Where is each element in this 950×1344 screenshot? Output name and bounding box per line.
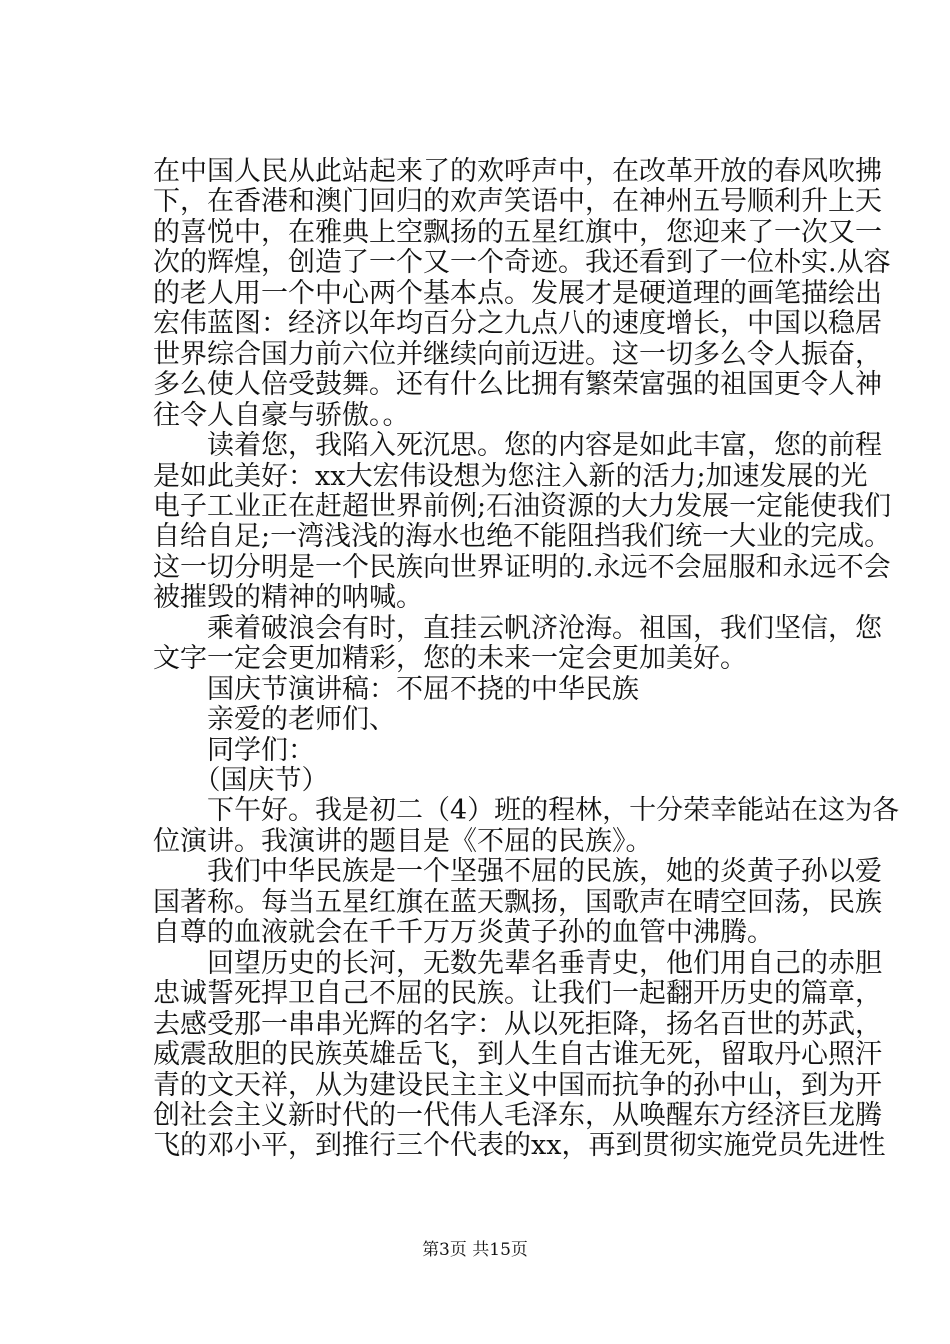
text-line: 忠诚誓死捍卫自己不屈的民族。让我们一起翻开历史的篇章， bbox=[153, 978, 882, 1010]
text-line: 我们中华民族是一个坚强不屈的民族，她的炎黄子孙以爱 bbox=[153, 856, 882, 888]
text-line: 回望历史的长河，无数先辈名垂青史，他们用自己的赤胆 bbox=[153, 947, 882, 979]
text-line: 的老人用一个中心两个基本点。发展才是硬道理的画笔描绘出 bbox=[153, 277, 882, 309]
text-line: 威震敌胆的民族英雄岳飞，到人生自古谁无死，留取丹心照汗 bbox=[153, 1039, 882, 1071]
text-line: 国著称。每当五星红旗在蓝天飘扬，国歌声在晴空回荡，民族 bbox=[153, 886, 882, 918]
text-line: 这一切分明是一个民族向世界证明的.永远不会屈服和永远不会 bbox=[153, 551, 891, 583]
text-line: 宏伟蓝图：经济以年均百分之九点八的速度增长，中国以稳居 bbox=[153, 308, 882, 340]
text-line: 下午好。我是初二（4）班的程林，十分荣幸能站在这为各 bbox=[153, 795, 900, 827]
text-line: 位演讲。我演讲的题目是《不屈的民族》。 bbox=[153, 825, 653, 857]
text-line: 亲爱的老师们、 bbox=[153, 704, 396, 736]
text-line: 多么使人倍受鼓舞。还有什么比拥有繁荣富强的祖国更令人神 bbox=[153, 369, 882, 401]
text-line: 同学们： bbox=[153, 734, 315, 766]
text-line: （国庆节） bbox=[153, 765, 329, 796]
text-line: 被摧毁的精神的呐喊。 bbox=[153, 582, 423, 614]
text-line: 文字一定会更加精彩，您的未来一定会更加美好。 bbox=[153, 643, 747, 675]
text-line: 青的文天祥，从为建设民主主义中国而抗争的孙中山，到为开 bbox=[153, 1069, 882, 1101]
text-line: 飞的邓小平，到推行三个代表的xx，再到贯彻实施党员先进性 bbox=[153, 1130, 886, 1162]
text-line: 次的辉煌，创造了一个又一个奇迹。我还看到了一位朴实.从容 bbox=[153, 247, 891, 279]
text-line: 去感受那一串串光辉的名字：从以死拒降，扬名百世的苏武， bbox=[153, 1008, 882, 1040]
text-line: 世界综合国力前六位并继续向前迈进。这一切多么令人振奋， bbox=[153, 338, 882, 370]
text-line: 国庆节演讲稿：不屈不挠的中华民族 bbox=[153, 673, 639, 705]
text-line: 是如此美好：xx大宏伟设想为您注入新的活力;加速发展的光 bbox=[153, 460, 868, 492]
page-footer: 第3页 共15页 bbox=[422, 1240, 528, 1260]
text-line: 下，在香港和澳门回归的欢声笑语中，在神州五号顺利升上天 bbox=[153, 186, 882, 218]
text-line: 往令人自豪与骄傲。。 bbox=[153, 399, 410, 431]
text-line: 读着您，我陷入死沉思。您的内容是如此丰富，您的前程 bbox=[153, 430, 882, 462]
text-line: 自给自足;一湾浅浅的海水也绝不能阻挡我们统一大业的完成。 bbox=[153, 521, 892, 553]
text-line: 自尊的血液就会在千千万万炎黄子孙的血管中沸腾。 bbox=[153, 917, 774, 949]
text-line: 电子工业正在赶超世界前例;石油资源的大力发展一定能使我们 bbox=[153, 490, 892, 522]
text-line: 乘着破浪会有时，直挂云帆济沧海。祖国，我们坚信，您 bbox=[153, 612, 882, 644]
text-line: 的喜悦中，在雅典上空飘扬的五星红旗中，您迎来了一次又一 bbox=[153, 216, 882, 248]
text-line: 创社会主义新时代的一代伟人毛泽东，从唤醒东方经济巨龙腾 bbox=[153, 1099, 882, 1131]
text-line: 在中国人民从此站起来了的欢呼声中，在改革开放的春风吹拂 bbox=[153, 156, 882, 187]
